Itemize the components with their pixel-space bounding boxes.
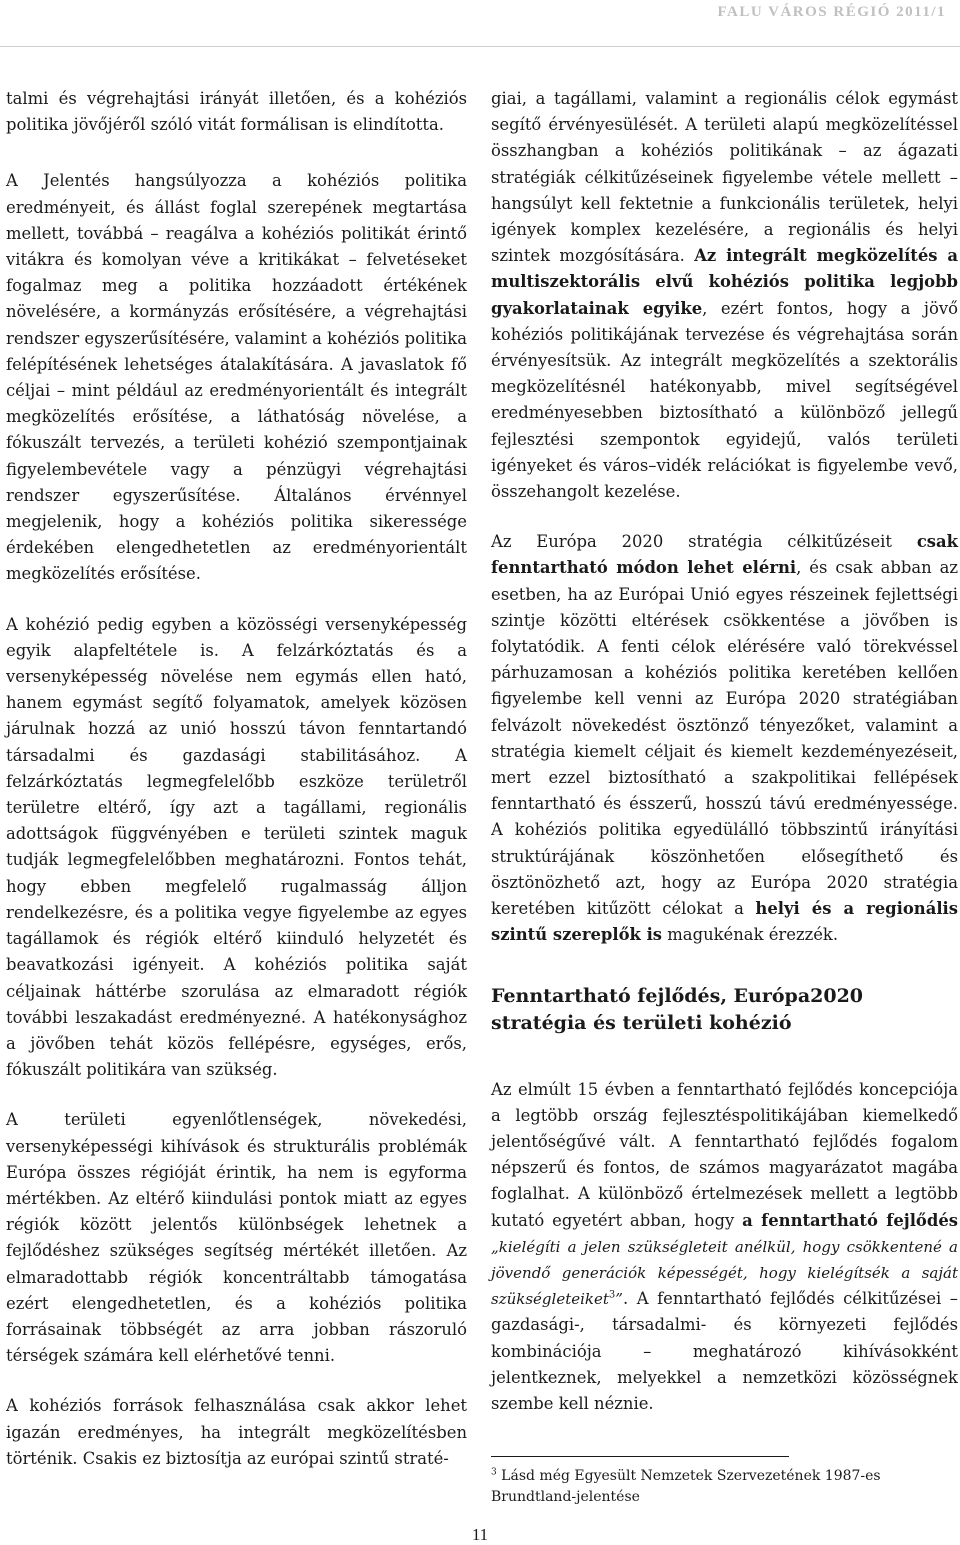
left-paragraph-1: talmi és végrehajtási irányát illetően, és a kohéziós politika jövőjéről szóló vitát formálisan is elindította. bbox=[6, 89, 467, 135]
left-paragraph-3: A kohézió pedig egyben a közösségi versenyképesség egyik alapfeltétele is. A felzárkóztatás és a versenyképesség növelése nem egymás ellen ható, hanem egymást segítő folyamatok, amelyek közösen járulnak hozzá az unió hosszú távon fenntartandó társadalmi és gazdasági stabilitásához. A felzárkóztatás legmegfelelőbb eszköze területről területre eltérő, így azt a tagállami, regionális adottságok függvényében e területi szintek maguk tudják legmegfelelőbben meghatározni. Fontos tehát, hogy ebben megfelelő rugalmasság álljon rendelkezésre, és a politika vegye figyelembe az egyes tagállamok és régiók eltérő kiinduló helyzetét és beavatkozási igényeit. A kohéziós politika saját céljainak háttérbe szorulása az elmaradott régiók további leszakadást eredményezné. A hatékonysághoz a jövőben tehát közös fellépésre, egységes, erős, fókuszált politikára van szükség. bbox=[6, 614, 467, 1080]
header-rule bbox=[0, 46, 960, 47]
footnote bbox=[491, 1466, 921, 1508]
left-paragraph-5: A kohéziós források felhasználása csak akkor lehet igazán eredményes, ha integrált megközelítésben történik. Csakis ez biztosítja az európai szintű straté- bbox=[6, 1396, 467, 1468]
right-paragraph-1 bbox=[491, 86, 958, 505]
right-p3-text-a: Az elmúlt 15 évben a fenntartható fejlődés koncepciója a legtöbb ország fejlesztéspolitikájában kiemelkedő jelentőségűvé vált. A fenntartható fejlődés fogalom népszerű és fontos, de számos magyarázatot magába foglalhat. A különböző értelmezések mellett a legtöbb kutató egyetért abban, hogy bbox=[491, 1079, 958, 1230]
definition-quote-end: ” bbox=[615, 1290, 623, 1309]
footnote-text: Lásd még Egyesült Nemzetek Szervezetének 1987-es Brundtland-jelentése bbox=[491, 1468, 881, 1505]
right-p3-emphasis: a fenntartható fejlődés bbox=[742, 1210, 958, 1230]
right-p1-emphasis: Az integrált megközelítés a multiszektorális elvű kohéziós politika legjobb gyakorlatainak egyike bbox=[491, 246, 959, 318]
right-paragraph-3 bbox=[491, 1077, 958, 1418]
right-p2-text-c: magukénak érezzék. bbox=[662, 925, 839, 945]
right-paragraph-2 bbox=[491, 529, 958, 948]
running-head: FALU VÁROS RÉGIÓ 2011/1 bbox=[717, 4, 946, 20]
right-p2-emphasis-1: csak fenntartható módon lehet elérni bbox=[491, 532, 958, 578]
right-column bbox=[491, 86, 958, 1417]
footnote-rule bbox=[491, 1456, 789, 1457]
right-p3-text-b: . A fenntartható fejlődés célkitűzései – gazdasági-, társadalmi- és környezeti fejlődés kombinációja – meghatározó kihívásokként jelentkeznek, melyekkel a nemzetközi közösségnek szembe kell néznie. bbox=[491, 1289, 958, 1413]
left-column bbox=[6, 86, 467, 1472]
right-p2-emphasis-2: helyi és a regionális szintű szereplők is bbox=[491, 899, 959, 945]
footnote-reference[interactable]: 3 bbox=[608, 1289, 616, 1301]
footnote-number: 3 bbox=[491, 1467, 497, 1478]
right-p2-text-a: Az Európa 2020 stratégia célkitűzéseit bbox=[491, 532, 917, 552]
right-p1-text-a: giai, a tagállami, valamint a regionális célok egymást segítő érvényesülését. A területi alapú megközelítéssel összhangban a kohéziós politikának – az ágazati stratégiák célkitűzéseinek figyelembe vétele mellett – hangsúlyt kell fektetnie a funkcionális területek, helyi igények komplex kezelésére, a regionális és helyi szintek mozgósítására. bbox=[491, 89, 958, 266]
section-heading: Fenntartható fejlődés, Európa2020 stratégia és területi kohézió bbox=[491, 984, 864, 1034]
left-paragraph-4: A területi egyenlőtlenségek, növekedési, versenyképességi kihívások és strukturális problémák Európa összes régióját érintik, ha nem is egyforma mértékben. Az eltérő kiindulási pontok miatt az egyes régiók között jelentős különbségek lehetnek a fejlődéshez szükséges segítség mértékét illetően. Az elmaradottabb régiók koncentráltabb támogatása ezért elengedhetetlen, és a kohéziós politika forrásainak többségét az arra jobban rászoruló térségek számára kell elérhetővé tenni. bbox=[6, 1110, 467, 1366]
left-paragraph-2: A Jelentés hangsúlyozza a kohéziós politika eredményeit, és állást foglal szerepének megtartása mellett, továbbá – reagálva a kohéziós politikát érintő vitákra és komolyan véve a kritikákat – felvetéseket fogalmaz meg a politika hozzáadott értékének növelésére, a kormányzás erősítésére, a végrehajtási rendszer egyszerűsítésére, valamint a kohéziós politika felépítésének lehetséges átalakítására. A javaslatok fő céljai – mint például az eredményorientált és integrált megközelítés erősítése, a láthatóság növelése, a fókuszált tervezés, a területi kohézió szempontjainak figyelembevétele vagy a pénzügyi végrehajtási rendszer egyszerűsítése. Általános érvénnyel megjelenik, hogy a kohéziós politika sikeressége érdekében elengedhetetlen az eredményorientált megközelítés erősítése. bbox=[6, 171, 467, 584]
right-p1-text-b: , ezért fontos, hogy a jövő kohéziós politikájának tervezése és végrehajtása során érvényesítsük. Az integrált megközelítés a szektorális megközelítésnél hatékonyabb, mivel segítségével eredményesebben biztosítható a különböző jellegű fejlesztési szempontok egyidejű, valós területi igényeket és város–vidék relációkat is figyelembe vevő, összehangolt kezelése. bbox=[491, 298, 959, 502]
page-number: 11 bbox=[471, 1525, 489, 1544]
right-p2-text-b: , és csak abban az esetben, ha az Európai Unió egyes részeinek fejlettségi szintje közötti eltérések csökkentése a jövőben is folytatódik. A fenti célok elérésére való törekvéssel párhuzamosan a kohéziós politika keretében kellően figyelembe kell venni az Európa 2020 stratégiában felvázolt növekedést ösztönző tényezőket, valamint a stratégia kiemelt céljait és kiemelt kezdeményezéseit, mert ezzel biztosítható a szakpolitikai fellépések fenntartható és ésszerű, hosszú távú eredményessége. A kohéziós politika egyedülálló többszintű irányítási struktúrájának köszönhetően elősegíthető és ösztönözhető azt, hogy az Európa 2020 stratégia keretében kitűzött célokat a bbox=[491, 558, 959, 919]
definition-quote: „kielégíti a jelen szükségleteit anélkül, hogy csökkentené a jövendő generációk képességét, hogy kielégítsék a saját szükségleteiket bbox=[491, 1237, 958, 1309]
